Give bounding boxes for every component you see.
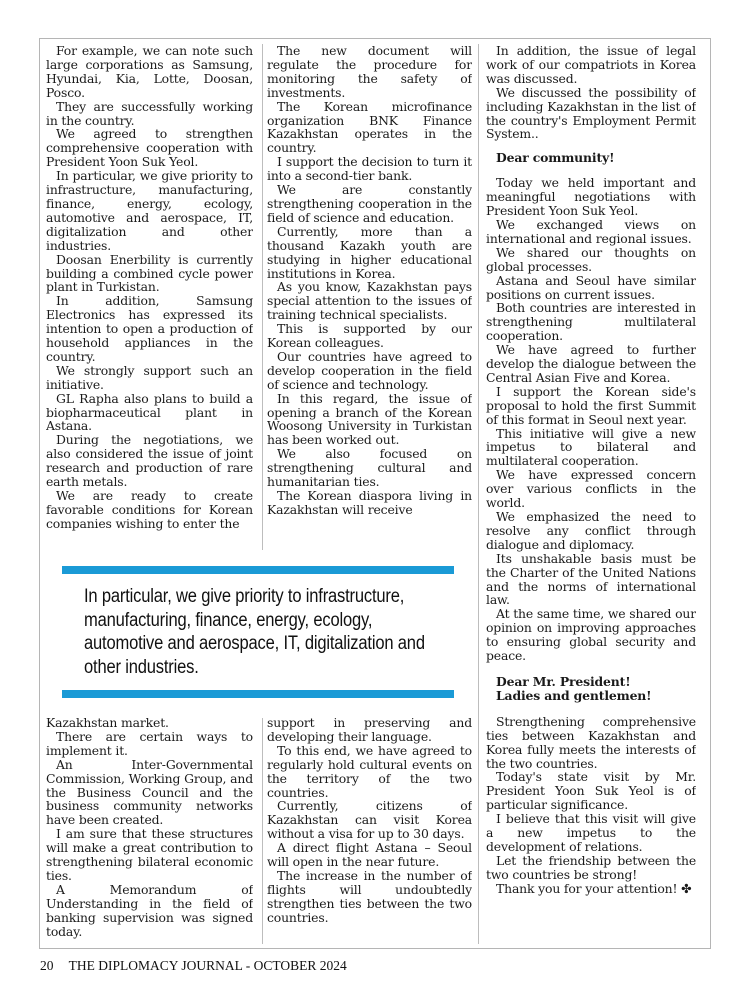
column-2-top xyxy=(267,44,472,552)
paragraph: Kazakhstan market. xyxy=(46,716,169,730)
column-rule-3 xyxy=(262,718,263,944)
column-2-bottom xyxy=(267,716,472,946)
column-3 xyxy=(486,44,696,946)
paragraph: Thank you for your attention! ✤ xyxy=(496,880,692,896)
journal-title: THE DIPLOMACY JOURNAL - OCTOBER 2024 xyxy=(68,958,347,973)
paragraph: In addition, the issue of legal work of our compatriots in Korea was discussed. xyxy=(486,44,696,86)
paragraph: This is supported by our Korean colleagues. xyxy=(267,321,472,351)
paragraph: In particular, we give priority to infrastructure, manufacturing, finance, energy, ecology, automotive and aerospace, IT, digitalization and other industries. xyxy=(46,168,253,253)
paragraph: They are successfully working in the country. xyxy=(46,98,253,128)
paragraph: An Inter-Governmental Commission, Working Group, and the Business Council and the business community networks have been created. xyxy=(46,756,253,828)
pull-quote-bottom-bar xyxy=(62,690,454,698)
paragraph: We have agreed to further develop the dialogue between the Central Asian Five and Korea. xyxy=(486,342,696,385)
column-1-bottom xyxy=(46,716,253,946)
paragraph: We also focused on strengthening cultural and humanitarian ties. xyxy=(267,446,472,490)
paragraph: We emphasized the need to resolve any conflict through dialogue and diplomacy. xyxy=(486,509,696,552)
paragraph: Both countries are interested in strengthening multilateral cooperation. xyxy=(486,300,696,344)
paragraph: We are constantly strengthening cooperation in the field of science and education. xyxy=(267,182,472,225)
paragraph: GL Rapha also plans to build a biopharmaceutical plant in Astana. xyxy=(46,390,253,434)
section-heading: Dear Mr. President! xyxy=(496,673,631,689)
section-heading: Dear community! xyxy=(496,150,615,166)
paragraph: Currently, more than a thousand Kazakh youth are studying in higher educational institutions in Korea. xyxy=(267,223,472,281)
paragraph: Let the friendship between the two countries be strong! xyxy=(486,852,696,882)
paragraph: I believe that this visit will give a new impetus to the development of relations. xyxy=(486,811,696,854)
paragraph: As you know, Kazakhstan pays special attention to the issues of training technical specialists. xyxy=(267,279,472,323)
paragraph: The Korean microfinance organization BNK Finance Kazakhstan operates in the country. xyxy=(267,98,472,156)
paragraph: A Memorandum of Understanding in the field of banking supervision was signed today. xyxy=(46,881,253,939)
paragraph: A direct flight Astana – Seoul will open in the near future. xyxy=(267,840,472,870)
paragraph: The Korean diaspora living in Kazakhstan will receive xyxy=(267,488,472,517)
paragraph: To this end, we have agreed to regularly hold cultural events on the territory of the two countries. xyxy=(267,742,472,800)
paragraph: We have expressed concern over various conflicts in the world. xyxy=(486,467,696,511)
paragraph: We shared our thoughts on global processes. xyxy=(486,244,696,274)
page-number: 20 xyxy=(40,958,54,973)
paragraph: We strongly support such an initiative. xyxy=(46,362,253,392)
paragraph: This initiative will give a new impetus to bilateral and multilateral cooperation. xyxy=(486,425,696,469)
page-footer xyxy=(40,958,347,974)
paragraph: We are ready to create favorable conditions for Korean companies wishing to enter the xyxy=(46,488,253,531)
paragraph: At the same time, we shared our opinion on improving approaches to ensuring global security and peace. xyxy=(486,606,696,664)
paragraph: I am sure that these structures will make a great contribution to strengthening bilateral economic ties. xyxy=(46,826,253,883)
paragraph: Astana and Seoul have similar positions on current issues. xyxy=(486,272,696,302)
paragraph: The increase in the number of flights will undoubtedly strengthen ties between the two countries. xyxy=(267,867,472,925)
section-heading: Ladies and gentlemen! xyxy=(496,687,652,703)
paragraph: Doosan Enerbility is currently building a combined cycle power plant in Turkistan. xyxy=(46,251,253,295)
paragraph: Today's state visit by Mr. President Yoon Suk Yeol is of particular significance. xyxy=(486,769,696,813)
paragraph: support in preserving and developing their language. xyxy=(267,716,472,744)
paragraph: The new document will regulate the procedure for monitoring the safety of investments. xyxy=(267,44,472,100)
paragraph: We exchanged views on international and regional issues. xyxy=(486,216,696,246)
paragraph: Today we held important and meaningful negotiations with President Yoon Suk Yeol. xyxy=(486,175,696,219)
pull-quote: In particular, we give priority to infrastructure, manufacturing, finance, energy, ecology, automotive and aerospace, IT, digitalization and other industries. xyxy=(84,586,425,678)
paragraph: We agreed to strengthen comprehensive cooperation with President Yoon Suk Yeol. xyxy=(46,126,253,170)
paragraph: There are certain ways to implement it. xyxy=(46,728,253,758)
paragraph: I support the decision to turn it into a second-tier bank. xyxy=(267,154,472,184)
paragraph: Strengthening comprehensive ties between Kazakhstan and Korea fully meets the interests of the two countries. xyxy=(486,713,696,771)
paragraph: I support the Korean side's proposal to hold the first Summit of this format in Seoul next year. xyxy=(486,383,696,427)
column-1-top xyxy=(46,44,253,552)
paragraph: We discussed the possibility of including Kazakhstan in the list of the country's Employment Permit System.. xyxy=(486,84,696,142)
paragraph: In this regard, the issue of opening a branch of the Korean Woosong University in Turkistan has been worked out. xyxy=(267,390,472,448)
paragraph: During the negotiations, we also considered the issue of joint research and production of rare earth metals. xyxy=(46,432,253,490)
paragraph: Our countries have agreed to develop cooperation in the field of science and technology. xyxy=(267,348,472,392)
paragraph: In addition, Samsung Electronics has expressed its intention to open a production of household appliances in the country. xyxy=(46,293,253,364)
column-rule-2 xyxy=(478,44,479,944)
paragraph: Its unshakable basis must be the Charter of the United Nations and the norms of international law. xyxy=(486,550,696,608)
pull-quote-top-bar xyxy=(62,566,454,574)
column-rule-1 xyxy=(262,44,263,550)
paragraph: Currently, citizens of Kazakhstan can visit Korea without a visa for up to 30 days. xyxy=(267,798,472,842)
paragraph: For example, we can note such large corporations as Samsung, Hyundai, Kia, Lotte, Doosan, Posco. xyxy=(46,44,253,100)
